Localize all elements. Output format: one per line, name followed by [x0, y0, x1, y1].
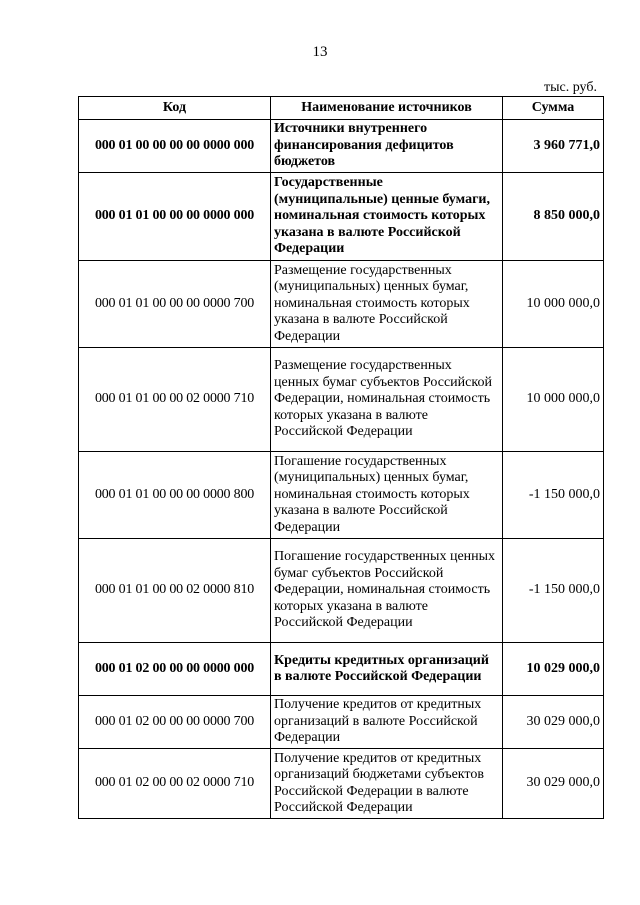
row-name: Погашение государственных ценных бумаг субъектов Российской Федерации, номинальная стоимость которых указана в валюте Российской Федерации: [271, 539, 503, 643]
row-sum: 8 850 000,0: [503, 173, 604, 261]
row-code: 000 01 01 00 00 00 0000 000: [79, 173, 271, 261]
row-code: 000 01 01 00 00 00 0000 800: [79, 452, 271, 539]
header-sum: Сумма: [503, 97, 604, 120]
table-row: [79, 173, 604, 261]
table-row: [79, 452, 604, 539]
row-name: Размещение государственных ценных бумаг субъектов Российской Федерации, номинальная стоимость которых указана в валюте Российской Федерации: [271, 348, 503, 452]
row-name: Получение кредитов от кредитных организаций в валюте Российской Федерации: [271, 696, 503, 749]
table-row: [79, 120, 604, 173]
row-sum: 10 029 000,0: [503, 643, 604, 696]
row-sum: -1 150 000,0: [503, 539, 604, 643]
row-sum: 30 029 000,0: [503, 696, 604, 749]
row-name: Получение кредитов от кредитных организаций бюджетами субъектов Российской Федерации в валюте Российской Федерации: [271, 749, 503, 819]
table-row: [79, 348, 604, 452]
row-code: 000 01 01 00 00 00 0000 700: [79, 261, 271, 348]
table-row: [79, 539, 604, 643]
row-sum: -1 150 000,0: [503, 452, 604, 539]
units-label: тыс. руб.: [544, 80, 597, 95]
row-sum: 3 960 771,0: [503, 120, 604, 173]
row-code: 000 01 01 00 00 02 0000 710: [79, 348, 271, 452]
sources-table: [78, 96, 604, 819]
row-code: 000 01 00 00 00 00 0000 000: [79, 120, 271, 173]
row-name: Погашение государственных (муниципальных) ценных бумаг, номинальная стоимость которых указана в валюте Российской Федерации: [271, 452, 503, 539]
row-name: Государственные (муниципальные) ценные бумаги, номинальная стоимость которых указана в валюте Российской Федерации: [271, 173, 503, 261]
row-sum: 10 000 000,0: [503, 261, 604, 348]
table-row: [79, 749, 604, 819]
table-row: [79, 261, 604, 348]
row-sum: 10 000 000,0: [503, 348, 604, 452]
header-code: Код: [79, 97, 271, 120]
row-code: 000 01 02 00 00 02 0000 710: [79, 749, 271, 819]
row-code: 000 01 01 00 00 02 0000 810: [79, 539, 271, 643]
table-row: [79, 696, 604, 749]
table-header-row: [79, 97, 604, 120]
row-name: Размещение государственных (муниципальных) ценных бумаг, номинальная стоимость которых указана в валюте Российской Федерации: [271, 261, 503, 348]
row-name: Кредиты кредитных организаций в валюте Российской Федерации: [271, 643, 503, 696]
table-row: [79, 643, 604, 696]
page-number: 13: [312, 44, 328, 60]
row-name: Источники внутреннего финансирования дефицитов бюджетов: [271, 120, 503, 173]
row-sum: 30 029 000,0: [503, 749, 604, 819]
row-code: 000 01 02 00 00 00 0000 000: [79, 643, 271, 696]
row-code: 000 01 02 00 00 00 0000 700: [79, 696, 271, 749]
header-name: Наименование источников: [271, 97, 503, 120]
